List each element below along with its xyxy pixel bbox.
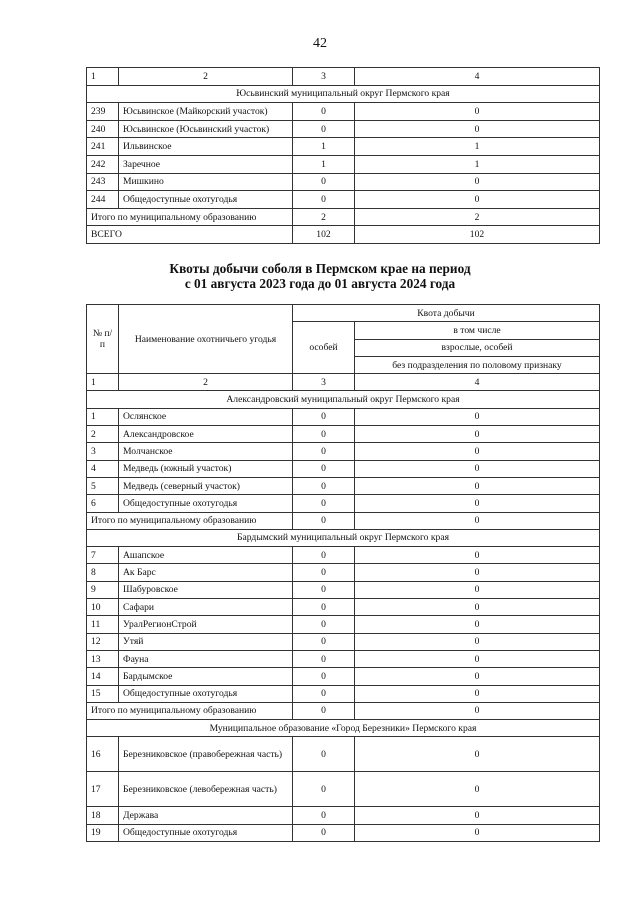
table-row bbox=[87, 650, 600, 667]
hunting-ground-name: Бардымское bbox=[119, 668, 293, 685]
table-row bbox=[87, 564, 600, 581]
column-number: 1 bbox=[87, 374, 119, 391]
table-row bbox=[87, 155, 600, 173]
header-number: № п/п bbox=[87, 305, 119, 374]
hunting-ground-name: Медведь (северный участок) bbox=[119, 477, 293, 494]
quota-adults: 0 bbox=[355, 824, 600, 841]
total-label: Итого по муниципальному образованию bbox=[87, 208, 293, 226]
quota-adults: 0 bbox=[355, 460, 600, 477]
hunting-ground-name: Ашапское bbox=[119, 547, 293, 564]
quota-adults: 0 bbox=[355, 547, 600, 564]
total-label: ВСЕГО bbox=[87, 226, 293, 244]
region-name: Юсьвинский муниципальный округ Пермского края bbox=[87, 85, 600, 103]
row-number: 240 bbox=[87, 120, 119, 138]
quota-adults: 0 bbox=[355, 772, 600, 807]
region-row bbox=[87, 391, 600, 408]
row-number: 1 bbox=[87, 408, 119, 425]
total-individuals: 2 bbox=[293, 208, 355, 226]
table-row bbox=[87, 103, 600, 121]
quota-individuals: 0 bbox=[293, 599, 355, 616]
quota-individuals: 0 bbox=[293, 564, 355, 581]
quota-individuals: 0 bbox=[293, 495, 355, 512]
quota-individuals: 0 bbox=[293, 633, 355, 650]
column-number: 2 bbox=[119, 374, 293, 391]
row-number: 17 bbox=[87, 772, 119, 807]
hunting-ground-name: УралРегионСтрой bbox=[119, 616, 293, 633]
table-row bbox=[87, 191, 600, 209]
row-number: 6 bbox=[87, 495, 119, 512]
row-number: 241 bbox=[87, 138, 119, 156]
row-number: 243 bbox=[87, 173, 119, 191]
row-number: 16 bbox=[87, 737, 119, 772]
total-adults: 0 bbox=[355, 702, 600, 719]
hunting-ground-name: Александровское bbox=[119, 426, 293, 443]
document-title bbox=[0, 262, 640, 291]
hunting-ground-name: Молчанское bbox=[119, 443, 293, 460]
total-adults: 2 bbox=[355, 208, 600, 226]
row-number: 7 bbox=[87, 547, 119, 564]
header-quota: Квота добычи bbox=[293, 305, 600, 322]
table-row bbox=[87, 599, 600, 616]
hunting-ground-name: Утяй bbox=[119, 633, 293, 650]
quota-individuals: 0 bbox=[293, 650, 355, 667]
row-number: 15 bbox=[87, 685, 119, 702]
table-row bbox=[87, 737, 600, 772]
title-line-2: с 01 августа 2023 года до 01 августа 2024 года bbox=[184, 275, 456, 291]
hunting-ground-name: Заречное bbox=[119, 155, 293, 173]
table-row bbox=[87, 685, 600, 702]
total-individuals: 0 bbox=[293, 702, 355, 719]
hunting-ground-name: Общедоступные охотугодья bbox=[119, 495, 293, 512]
column-numbers-row bbox=[87, 68, 600, 86]
table-row bbox=[87, 581, 600, 598]
quota-adults: 1 bbox=[355, 138, 600, 156]
quota-individuals: 0 bbox=[293, 460, 355, 477]
hunting-ground-name: Ак Барс bbox=[119, 564, 293, 581]
hunting-ground-name: Мишкино bbox=[119, 173, 293, 191]
region-name: Александровский муниципальный округ Пермского края bbox=[87, 391, 600, 408]
hunting-ground-name: Сафари bbox=[119, 599, 293, 616]
total-adults: 0 bbox=[355, 512, 600, 529]
quota-individuals: 0 bbox=[293, 737, 355, 772]
page-number: 42 bbox=[313, 36, 327, 51]
quota-adults: 0 bbox=[355, 633, 600, 650]
quota-adults: 0 bbox=[355, 173, 600, 191]
column-number: 4 bbox=[355, 374, 600, 391]
row-number: 18 bbox=[87, 807, 119, 824]
quota-individuals: 0 bbox=[293, 426, 355, 443]
quota-individuals: 0 bbox=[293, 191, 355, 209]
quota-individuals: 0 bbox=[293, 668, 355, 685]
header-adults: взрослые, особей bbox=[355, 339, 600, 356]
total-label: Итого по муниципальному образованию bbox=[87, 512, 293, 529]
quota-individuals: 0 bbox=[293, 547, 355, 564]
table-row bbox=[87, 460, 600, 477]
column-number: 3 bbox=[293, 68, 355, 86]
table-row bbox=[87, 173, 600, 191]
title-line-1: Квоты добычи соболя в Пермском крае на период bbox=[169, 261, 471, 276]
row-number: 5 bbox=[87, 477, 119, 494]
column-number: 1 bbox=[87, 68, 119, 86]
table-row bbox=[87, 477, 600, 494]
header-including: в том числе bbox=[355, 322, 600, 339]
quota-adults: 0 bbox=[355, 120, 600, 138]
header-no-sex: без подразделения по половому признаку bbox=[355, 356, 600, 373]
subtotal-row bbox=[87, 702, 600, 719]
row-number: 4 bbox=[87, 460, 119, 477]
table-row bbox=[87, 668, 600, 685]
quota-individuals: 0 bbox=[293, 408, 355, 425]
quota-individuals: 0 bbox=[293, 807, 355, 824]
quota-individuals: 1 bbox=[293, 138, 355, 156]
quota-adults: 0 bbox=[355, 426, 600, 443]
header-individuals: особей bbox=[293, 322, 355, 374]
header-name: Наименование охотничьего угодья bbox=[119, 305, 293, 374]
quota-adults: 0 bbox=[355, 737, 600, 772]
quota-adults: 0 bbox=[355, 581, 600, 598]
column-number: 3 bbox=[293, 374, 355, 391]
quota-adults: 0 bbox=[355, 103, 600, 121]
region-row bbox=[87, 85, 600, 103]
hunting-ground-name: Юсьвинское (Майкорский участок) bbox=[119, 103, 293, 121]
quota-adults: 0 bbox=[355, 495, 600, 512]
total-individuals: 0 bbox=[293, 512, 355, 529]
quota-adults: 0 bbox=[355, 408, 600, 425]
quota-table-continued bbox=[86, 67, 600, 244]
region-row bbox=[87, 720, 600, 737]
hunting-ground-name: Общедоступные охотугодья bbox=[119, 685, 293, 702]
hunting-ground-name: Общедоступные охотугодья bbox=[119, 824, 293, 841]
row-number: 2 bbox=[87, 426, 119, 443]
quota-adults: 0 bbox=[355, 477, 600, 494]
sable-quota-table bbox=[86, 304, 600, 842]
total-individuals: 102 bbox=[293, 226, 355, 244]
row-number: 239 bbox=[87, 103, 119, 121]
hunting-ground-name: Шабуровское bbox=[119, 581, 293, 598]
hunting-ground-name: Березниковское (левобережная часть) bbox=[119, 772, 293, 807]
hunting-ground-name: Держава bbox=[119, 807, 293, 824]
row-number: 13 bbox=[87, 650, 119, 667]
hunting-ground-name: Юсьвинское (Юсьвинский участок) bbox=[119, 120, 293, 138]
quota-individuals: 0 bbox=[293, 616, 355, 633]
table-row bbox=[87, 807, 600, 824]
row-number: 12 bbox=[87, 633, 119, 650]
table-row bbox=[87, 772, 600, 807]
quota-individuals: 0 bbox=[293, 477, 355, 494]
quota-adults: 0 bbox=[355, 564, 600, 581]
subtotal-row bbox=[87, 208, 600, 226]
quota-individuals: 0 bbox=[293, 581, 355, 598]
table-row bbox=[87, 616, 600, 633]
row-number: 11 bbox=[87, 616, 119, 633]
table-row bbox=[87, 547, 600, 564]
table-row bbox=[87, 633, 600, 650]
total-adults: 102 bbox=[355, 226, 600, 244]
quota-adults: 0 bbox=[355, 650, 600, 667]
table-row bbox=[87, 426, 600, 443]
column-number: 2 bbox=[119, 68, 293, 86]
hunting-ground-name: Березниковское (правобережная часть) bbox=[119, 737, 293, 772]
quota-individuals: 0 bbox=[293, 103, 355, 121]
table-row bbox=[87, 443, 600, 460]
quota-adults: 1 bbox=[355, 155, 600, 173]
quota-adults: 0 bbox=[355, 191, 600, 209]
column-numbers-row bbox=[87, 374, 600, 391]
quota-adults: 0 bbox=[355, 685, 600, 702]
table-row bbox=[87, 138, 600, 156]
quota-adults: 0 bbox=[355, 807, 600, 824]
table-row bbox=[87, 408, 600, 425]
quota-adults: 0 bbox=[355, 668, 600, 685]
hunting-ground-name: Ильвинское bbox=[119, 138, 293, 156]
table-row bbox=[87, 824, 600, 841]
row-number: 10 bbox=[87, 599, 119, 616]
hunting-ground-name: Ослянское bbox=[119, 408, 293, 425]
row-number: 19 bbox=[87, 824, 119, 841]
quota-individuals: 0 bbox=[293, 173, 355, 191]
grand-total-row bbox=[87, 226, 600, 244]
quota-individuals: 1 bbox=[293, 155, 355, 173]
quota-individuals: 0 bbox=[293, 685, 355, 702]
hunting-ground-name: Общедоступные охотугодья bbox=[119, 191, 293, 209]
quota-adults: 0 bbox=[355, 599, 600, 616]
row-number: 9 bbox=[87, 581, 119, 598]
row-number: 14 bbox=[87, 668, 119, 685]
column-number: 4 bbox=[355, 68, 600, 86]
row-number: 244 bbox=[87, 191, 119, 209]
subtotal-row bbox=[87, 512, 600, 529]
quota-individuals: 0 bbox=[293, 120, 355, 138]
region-name: Муниципальное образование «Город Березники» Пермского края bbox=[87, 720, 600, 737]
table-row bbox=[87, 495, 600, 512]
total-label: Итого по муниципальному образованию bbox=[87, 702, 293, 719]
hunting-ground-name: Фауна bbox=[119, 650, 293, 667]
row-number: 3 bbox=[87, 443, 119, 460]
quota-individuals: 0 bbox=[293, 824, 355, 841]
region-row bbox=[87, 529, 600, 546]
region-name: Бардымский муниципальный округ Пермского края bbox=[87, 529, 600, 546]
quota-adults: 0 bbox=[355, 616, 600, 633]
table-row bbox=[87, 120, 600, 138]
quota-individuals: 0 bbox=[293, 443, 355, 460]
quota-individuals: 0 bbox=[293, 772, 355, 807]
row-number: 8 bbox=[87, 564, 119, 581]
hunting-ground-name: Медведь (южный участок) bbox=[119, 460, 293, 477]
row-number: 242 bbox=[87, 155, 119, 173]
quota-adults: 0 bbox=[355, 443, 600, 460]
